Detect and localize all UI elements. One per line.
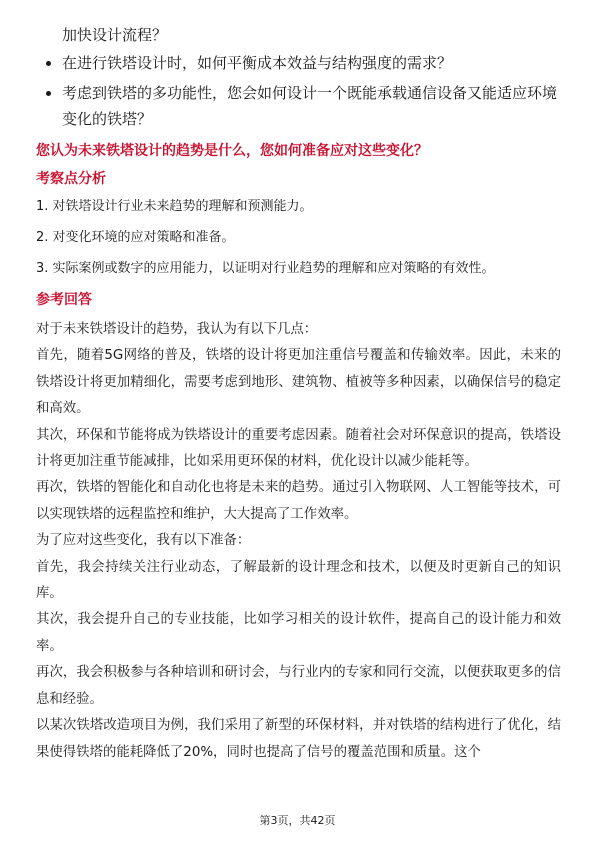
bullet-item [36, 80, 561, 132]
answer-title: 参考回答 [36, 292, 92, 308]
analysis-title: 考察点分析 [36, 171, 106, 187]
bullet-dot-icon [46, 61, 51, 66]
question-bullet-list [36, 50, 561, 132]
answer-paragraph: 为了应对这些变化，我有以下准备： [36, 533, 251, 549]
answer-paragraph: 再次，我会积极参与各种培训和研讨会，与行业内的专家和同行交流，以便获取更多的信息和经验。 [36, 665, 561, 707]
analysis-item: 1. 对铁塔设计行业未来趋势的理解和预测能力。 [36, 199, 313, 214]
interview-question: 您认为未来铁塔设计的趋势是什么，您如何准备应对这些变化？ [36, 143, 428, 159]
answer-paragraph: 对于未来铁塔设计的趋势，我认为有以下几点： [36, 322, 318, 337]
answer-paragraph: 首先，我会持续关注行业动态，了解最新的设计理念和技术，以便及时更新自己的知识库。 [36, 559, 561, 602]
page-content [36, 22, 561, 766]
answer-paragraph: 以某次铁塔改造项目为例，我们采用了新型的环保材料，并对铁塔的结构进行了优化，结果使得铁塔的能耗降低了20%，同时也提高了信号的覆盖范围和质量。这个 [36, 718, 561, 760]
page-number-footer: 第3页，共42页 [259, 814, 336, 827]
bullet-text: 在进行铁塔设计时，如何平衡成本效益与结构强度的需求？ [62, 54, 453, 72]
answer-paragraph: 其次，我会提升自己的专业技能，比如学习相关的设计软件，提高自己的设计能力和效率。 [36, 612, 561, 654]
answer-paragraph: 首先，随着5G网络的普及，铁塔的设计将更加注重信号覆盖和传输效率。因此，未来的铁塔设计将更加精细化，需要考虑到地形、建筑物、植被等多种因素，以确保信号的稳定和高效。 [36, 348, 561, 417]
analysis-item: 3. 实际案例或数字的应用能力，以证明对行业趋势的理解和应对策略的有效性。 [36, 261, 495, 276]
bullet-continuation: 加快设计流程？ [62, 26, 168, 44]
bullet-item [36, 50, 561, 76]
answer-paragraph: 其次，环保和节能将成为铁塔设计的重要考虑因素。随着社会对环保意识的提高，铁塔设计将更加注重节能减排，比如采用更环保的材料，优化设计以减少能耗等。 [36, 427, 561, 470]
bullet-text: 考虑到铁塔的多功能性，您会如何设计一个既能承载通信设备又能适应环境变化的铁塔？ [62, 84, 558, 128]
analysis-item: 2. 对变化环境的应对策略和准备。 [36, 230, 235, 245]
bullet-dot-icon [46, 91, 51, 96]
answer-paragraph: 再次，铁塔的智能化和自动化也将是未来的趋势。通过引入物联网、人工智能等技术，可以实现铁塔的远程监控和维护，大大提高了工作效率。 [36, 480, 561, 522]
